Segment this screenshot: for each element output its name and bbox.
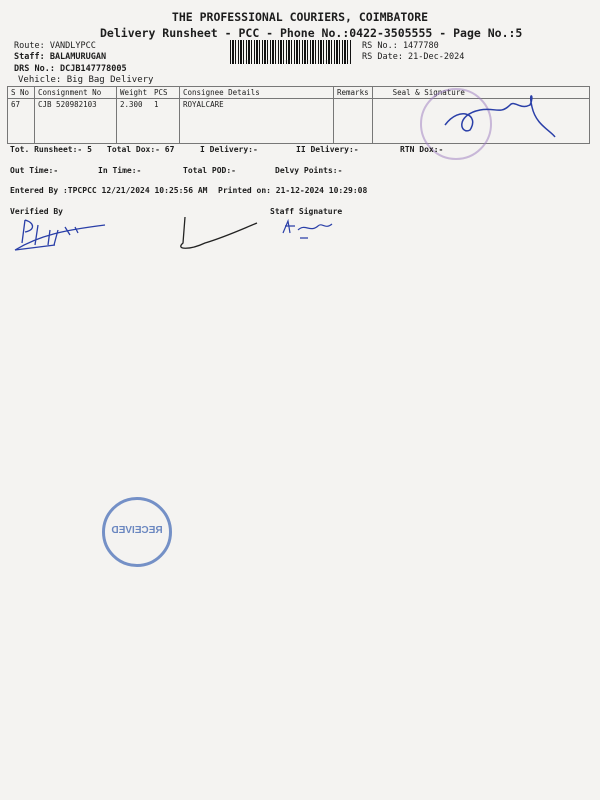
verified-by-label: Verified By bbox=[10, 207, 63, 216]
received-stamp bbox=[102, 497, 172, 567]
cell-weight: 2.300 bbox=[117, 99, 152, 144]
handover-signature bbox=[165, 215, 265, 255]
rs-date: RS Date: 21-Dec-2024 bbox=[362, 52, 465, 62]
cell-consignment: CJB 520982103 bbox=[35, 99, 117, 144]
staff: Staff: BALAMURUGAN bbox=[14, 52, 107, 62]
ii-delivery: II Delivery:- bbox=[296, 145, 359, 154]
drs-no: DRS No.: DCJB147778005 bbox=[14, 64, 127, 74]
cell-remarks bbox=[334, 99, 373, 144]
verified-signature bbox=[10, 215, 110, 255]
out-time: Out Time:- bbox=[10, 166, 59, 175]
in-time: In Time:- bbox=[98, 166, 142, 175]
delvy-points: Delvy Points:- bbox=[275, 166, 343, 175]
vehicle: Vehicle: Big Bag Delivery bbox=[18, 75, 154, 85]
i-delivery: I Delivery:- bbox=[200, 145, 258, 154]
col-seal: Seal & Signature bbox=[372, 87, 589, 99]
printed-on: Printed on: 21-12-2024 10:29:08 bbox=[218, 186, 368, 195]
tot-runsheet: Tot. Runsheet:- 5 bbox=[10, 145, 92, 154]
rs-no: RS No.: 1477780 bbox=[362, 41, 439, 51]
total-dox: Total Dox:- 67 bbox=[107, 145, 175, 154]
cell-pcs: 1 bbox=[151, 99, 180, 144]
staff-signature-label: Staff Signature bbox=[270, 207, 343, 216]
cell-consignee: ROYALCARE bbox=[180, 99, 334, 144]
col-consignee: Consignee Details bbox=[180, 87, 334, 99]
col-pcs: PCS bbox=[151, 87, 180, 99]
cell-sno: 67 bbox=[8, 99, 35, 144]
col-consignment: Consignment No bbox=[35, 87, 117, 99]
col-weight: Weight bbox=[117, 87, 152, 99]
rtn-dox: RTN Dox:- bbox=[400, 145, 444, 154]
document-title: THE PROFESSIONAL COURIERS, COIMBATORE bbox=[171, 10, 429, 24]
route: Route: VANDLYPCC bbox=[14, 41, 96, 51]
barcode bbox=[230, 40, 352, 64]
consignee-signature bbox=[440, 85, 560, 140]
received-stamp-text: RECEIVED bbox=[111, 525, 163, 536]
col-sno: S No bbox=[8, 87, 35, 99]
entered-by: Entered By :TPCPCC 12/21/2024 10:25:56 AM bbox=[10, 186, 208, 195]
col-remarks: Remarks bbox=[334, 87, 373, 99]
staff-signature bbox=[280, 218, 340, 243]
total-pod: Total POD:- bbox=[183, 166, 236, 175]
document-subtitle: Delivery Runsheet - PCC - Phone No.:0422-3505555 - Page No.:5 bbox=[100, 26, 523, 40]
